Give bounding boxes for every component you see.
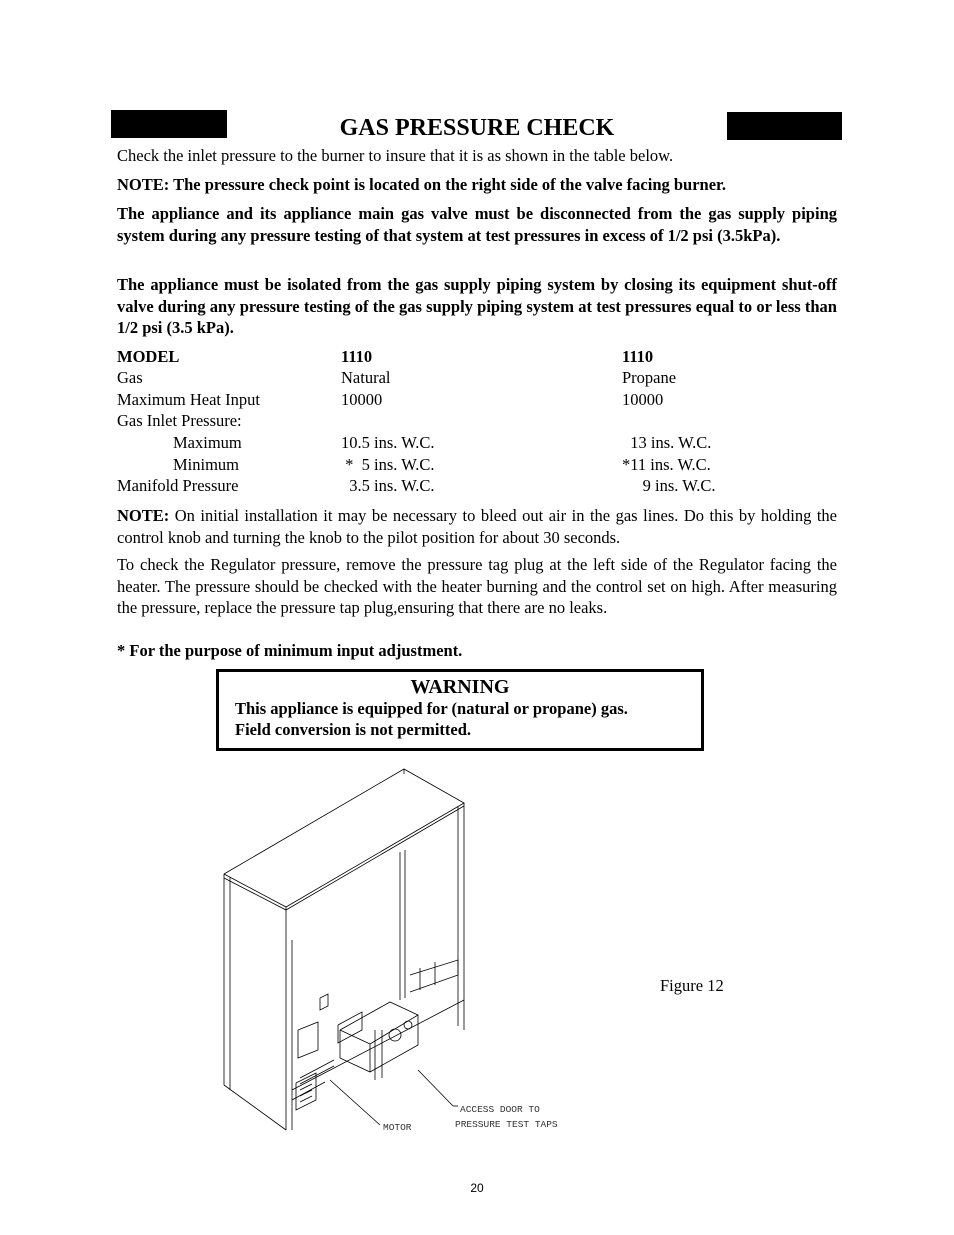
table-row xyxy=(117,389,837,410)
table-header-row xyxy=(117,346,837,367)
table-cell: 9 ins. W.C. xyxy=(622,476,716,495)
table-cell: 1110 xyxy=(341,347,373,366)
table-cell: Minimum xyxy=(173,455,240,474)
table-cell: 10000 xyxy=(622,390,664,409)
page-title: GAS PRESSURE CHECK xyxy=(339,115,615,141)
footnote: * For the purpose of minimum input adjustment. xyxy=(117,641,463,660)
table-cell: 13 ins. W.C. xyxy=(622,433,712,452)
bleed-air-note xyxy=(117,505,837,548)
heater-diagram xyxy=(200,760,600,1140)
table-cell: Manifold Pressure xyxy=(117,476,239,495)
regulator-instructions: To check the Regulator pressure, remove the pressure tag plug at the left side of the Regulator facing the heater. The pressure should be checked with the heater burning and the control set on high. After measuring the pressure, replace the pressure tap plug,ensuring that there are no leaks. xyxy=(117,555,837,617)
table-cell: * 5 ins. W.C. xyxy=(341,455,435,474)
intro-text: Check the inlet pressure to the burner to insure that it is as shown in the table below. xyxy=(117,146,674,165)
table-cell: Maximum Heat Input xyxy=(117,390,260,409)
table-cell: 1110 xyxy=(622,347,654,366)
warning-title: WARNING xyxy=(410,676,510,698)
table-cell: 3.5 ins. W.C. xyxy=(341,476,435,495)
table-row xyxy=(117,454,837,475)
table-cell: Gas xyxy=(117,368,143,387)
access-door-label: ACCESS DOOR TO xyxy=(460,1104,540,1115)
figure-caption: Figure 12 xyxy=(660,976,724,995)
table-cell: Natural xyxy=(341,368,391,387)
motor-label: MOTOR xyxy=(383,1122,412,1133)
table-row xyxy=(117,475,837,496)
warning-line: Field conversion is not permitted. xyxy=(235,720,472,739)
isolate-warning-text: The appliance must be isolated from the gas supply piping system by closing its equipment shut-off valve during any pressure testing of the gas supply piping system at test pressures equal to or less than 1/2 psi (3.5 kPa). xyxy=(117,275,837,337)
disconnect-warning-text: The appliance and its appliance main gas valve must be disconnected from the gas supply piping system during any pressure testing of that system at test pressures in excess of 1/2 psi (3.5kPa). xyxy=(117,204,837,245)
table-cell: MODEL xyxy=(117,347,180,366)
table-cell: Gas Inlet Pressure: xyxy=(117,411,242,430)
table-cell: 10000 xyxy=(341,390,383,409)
table-row xyxy=(117,410,837,431)
pressure-taps-label: PRESSURE TEST TAPS xyxy=(455,1119,558,1130)
note-label: NOTE: xyxy=(117,506,170,525)
table-cell: Maximum xyxy=(173,433,242,452)
warning-line: This appliance is equipped for (natural or propane) gas. xyxy=(235,699,628,718)
table-cell: Propane xyxy=(622,368,677,387)
table-cell: 10.5 ins. W.C. xyxy=(341,433,435,452)
table-row xyxy=(117,432,837,453)
note-body: On initial installation it may be necessary to bleed out air in the gas lines. Do this by holding the control knob and turning the knob to the pilot position for about 30 seconds. xyxy=(117,506,837,547)
page-number: 20 xyxy=(470,1181,484,1195)
table-row xyxy=(117,367,837,388)
table-cell: *11 ins. W.C. xyxy=(622,455,711,474)
note-check-point: NOTE: The pressure check point is located on the right side of the valve facing burner. xyxy=(117,175,726,194)
warning-box xyxy=(216,669,704,751)
